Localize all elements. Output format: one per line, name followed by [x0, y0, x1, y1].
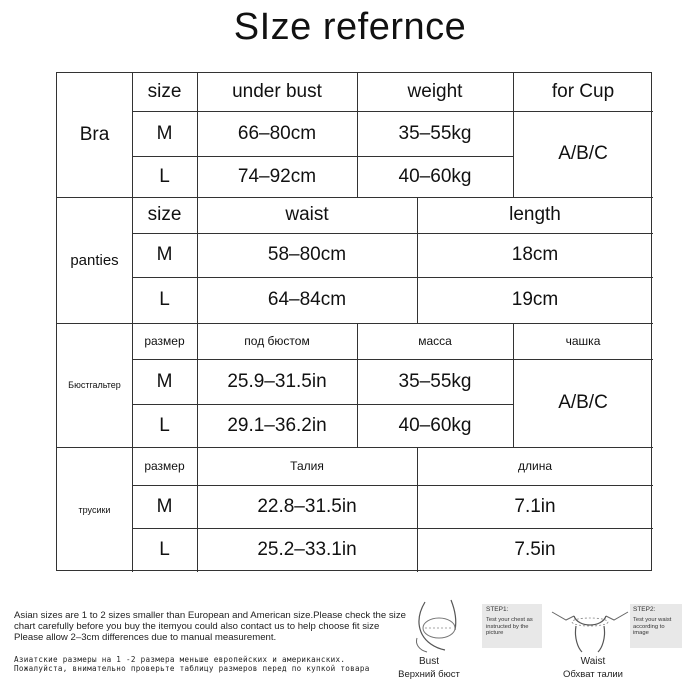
waist-label-ru: Обхват талии	[563, 669, 623, 680]
weight-cell: 40–60kg	[398, 165, 472, 187]
bust-label: Bust	[418, 656, 439, 667]
step2-title: STEP2:	[633, 606, 656, 613]
header-cup: for Cup	[551, 81, 615, 102]
header-length: length	[509, 204, 561, 225]
waist-cell: 22.8–31.5in	[257, 495, 357, 517]
size-cell: M	[156, 495, 173, 517]
weight-cell: 40–60kg	[398, 414, 472, 436]
header-under-bust: под бюстом	[244, 334, 310, 348]
step2-text: Test your waist according to image	[633, 617, 672, 637]
waist-figure-icon	[548, 598, 632, 654]
under-bust-cell: 25.9–31.5in	[227, 370, 327, 392]
size-table	[56, 72, 652, 571]
header-size: size	[147, 204, 182, 225]
header-under-bust: under bust	[232, 81, 322, 102]
header-length: длина	[517, 459, 552, 473]
size-note-ru: Азиатские размеры на 1 -2 размера меньше европейских и американских. Пожалуйста, внимательно проверьте таблицу размеров перед по купкой товара	[14, 655, 370, 673]
under-bust-cell: 66–80cm	[237, 122, 317, 144]
header-weight: weight	[407, 81, 463, 102]
weight-cell: 35–55kg	[398, 370, 472, 392]
under-bust-cell: 74–92cm	[237, 165, 317, 187]
cup-cell: A/B/C	[558, 143, 608, 164]
cup-cell: A/B/C	[558, 392, 608, 413]
page-title: SIze refernce	[233, 6, 467, 48]
group-label-panties_ru: трусики	[78, 504, 111, 515]
group-label-bra_ru: Бюстгальтер	[68, 380, 121, 390]
step1-text: Test your chest as instructed by the picture	[486, 617, 533, 637]
waist-cell: 25.2–33.1in	[257, 539, 357, 560]
bust-figure-icon	[405, 598, 475, 654]
header-size: size	[147, 81, 182, 102]
size-cell: L	[159, 165, 170, 187]
waist-cell: 64–84cm	[267, 289, 347, 310]
size-cell: L	[159, 539, 170, 560]
waist-illustration	[548, 598, 632, 654]
size-cell: M	[156, 122, 173, 144]
size-cell: L	[159, 414, 170, 436]
group-label-panties: panties	[70, 251, 119, 269]
length-cell: 18cm	[511, 244, 559, 265]
header-weight: масса	[418, 334, 452, 348]
header-waist: Талия	[290, 459, 324, 473]
header-cup: чашка	[565, 334, 601, 348]
step1-title: STEP1:	[486, 606, 509, 613]
group-label-bra: Bra	[79, 124, 110, 145]
waist-label: Waist	[580, 656, 606, 667]
bust-label-ru: Верхний бюст	[398, 669, 460, 680]
header-size: размер	[144, 459, 185, 473]
bust-illustration	[405, 598, 475, 654]
header-size: размер	[144, 334, 185, 348]
header-waist: waist	[285, 204, 329, 225]
weight-cell: 35–55kg	[398, 122, 472, 144]
size-cell: L	[159, 289, 170, 310]
length-cell: 19cm	[511, 289, 559, 310]
length-cell: 7.5in	[514, 539, 556, 560]
size-note-en: Asian sizes are 1 to 2 sizes smaller than European and American size.Please check the size chart carefully before you buy the itemyou could also contact us to help choose fit size Please allow 2–3cm differences due to manual measurement.	[14, 610, 406, 643]
under-bust-cell: 29.1–36.2in	[227, 414, 327, 436]
size-cell: M	[156, 370, 173, 392]
waist-cell: 58–80cm	[267, 244, 347, 265]
size-cell: M	[156, 244, 173, 265]
length-cell: 7.1in	[514, 495, 556, 517]
